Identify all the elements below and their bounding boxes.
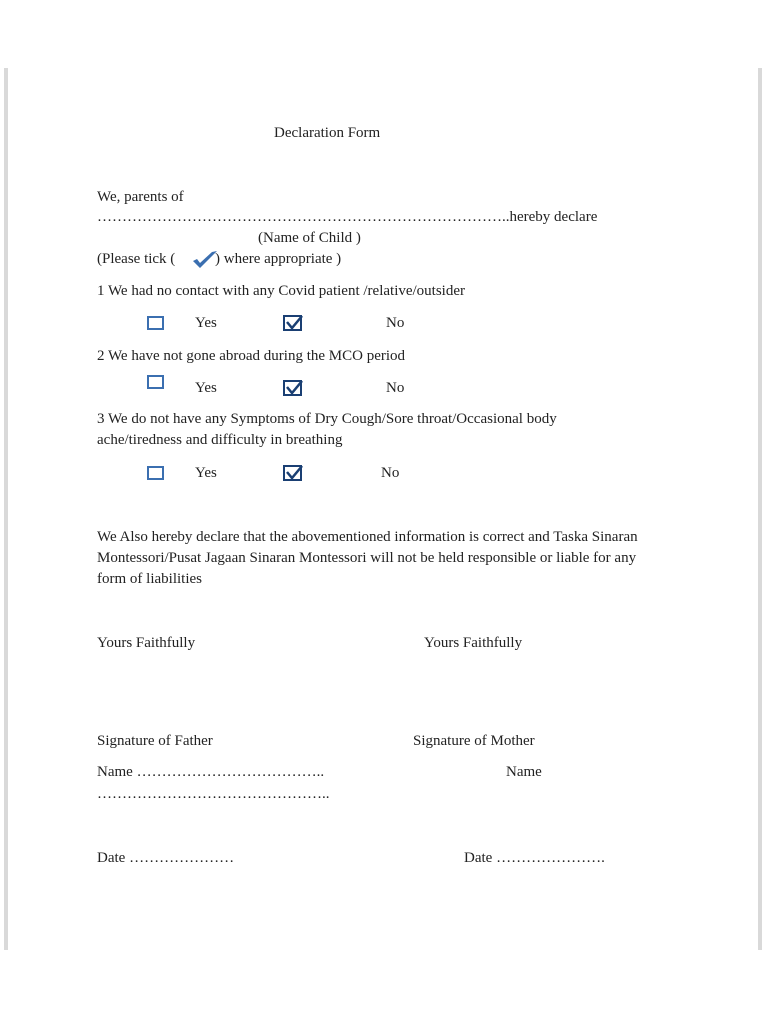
question-2-text: 2 We have not gone abroad during the MCO period — [97, 348, 406, 364]
father-signature-label: Signature of Father — [97, 733, 213, 749]
question-1-no-checkbox[interactable] — [283, 315, 302, 331]
question-2-yes-label: Yes — [195, 380, 217, 396]
page-right-edge — [758, 68, 762, 950]
page-left-edge — [4, 68, 8, 950]
declaration-text: We Also hereby declare that the abovementioned information is correct and Taska Sinaran Montessori/Pusat Jagaan Sinaran Montessori will not be held responsible or liable for any form of liabilities — [97, 529, 638, 587]
father-closing: Yours Faithfully — [97, 635, 196, 651]
question-1-yes-label: Yes — [195, 315, 217, 331]
question-1-no-label: No — [386, 315, 405, 331]
question-3-no-label: No — [381, 465, 400, 481]
question-3-text: 3 We do not have any Symptoms of Dry Cough/Sore throat/Occasional body ache/tiredness and difficulty in breathing — [97, 411, 557, 448]
question-3-yes-label: Yes — [195, 465, 217, 481]
mother-name-field: Name — [506, 764, 542, 780]
question-2-yes-checkbox[interactable] — [147, 375, 164, 389]
mother-closing: Yours Faithfully — [424, 635, 523, 651]
question-1-yes-checkbox[interactable] — [147, 316, 164, 330]
form-title: Declaration Form — [274, 125, 381, 141]
mother-signature-label: Signature of Mother — [413, 733, 535, 749]
mother-date-field: Date …………………. — [464, 850, 605, 866]
question-1-text: 1 We had no contact with any Covid patient /relative/outsider — [97, 283, 466, 299]
father-date-field: Date ………………… — [97, 850, 235, 866]
check-icon — [284, 313, 304, 331]
intro-text: We, parents of — [97, 189, 184, 205]
question-3-no-checkbox[interactable] — [283, 465, 302, 481]
question-2-no-label: No — [386, 380, 405, 396]
child-name-line: ………………………………………………………………………..hereby declare — [97, 209, 598, 225]
child-name-caption: (Name of Child ) — [258, 230, 361, 246]
check-icon — [284, 378, 304, 396]
father-name-field: Name ……………………………….. — [97, 764, 325, 780]
father-name-continuation: ……………………………………….. — [97, 786, 330, 802]
check-icon — [284, 463, 304, 481]
question-2-no-checkbox[interactable] — [283, 380, 302, 396]
question-3-yes-checkbox[interactable] — [147, 466, 164, 480]
tick-instruction-suffix: ) where appropriate ) — [215, 251, 342, 267]
tick-instruction-prefix: (Please tick ( — [97, 251, 176, 267]
